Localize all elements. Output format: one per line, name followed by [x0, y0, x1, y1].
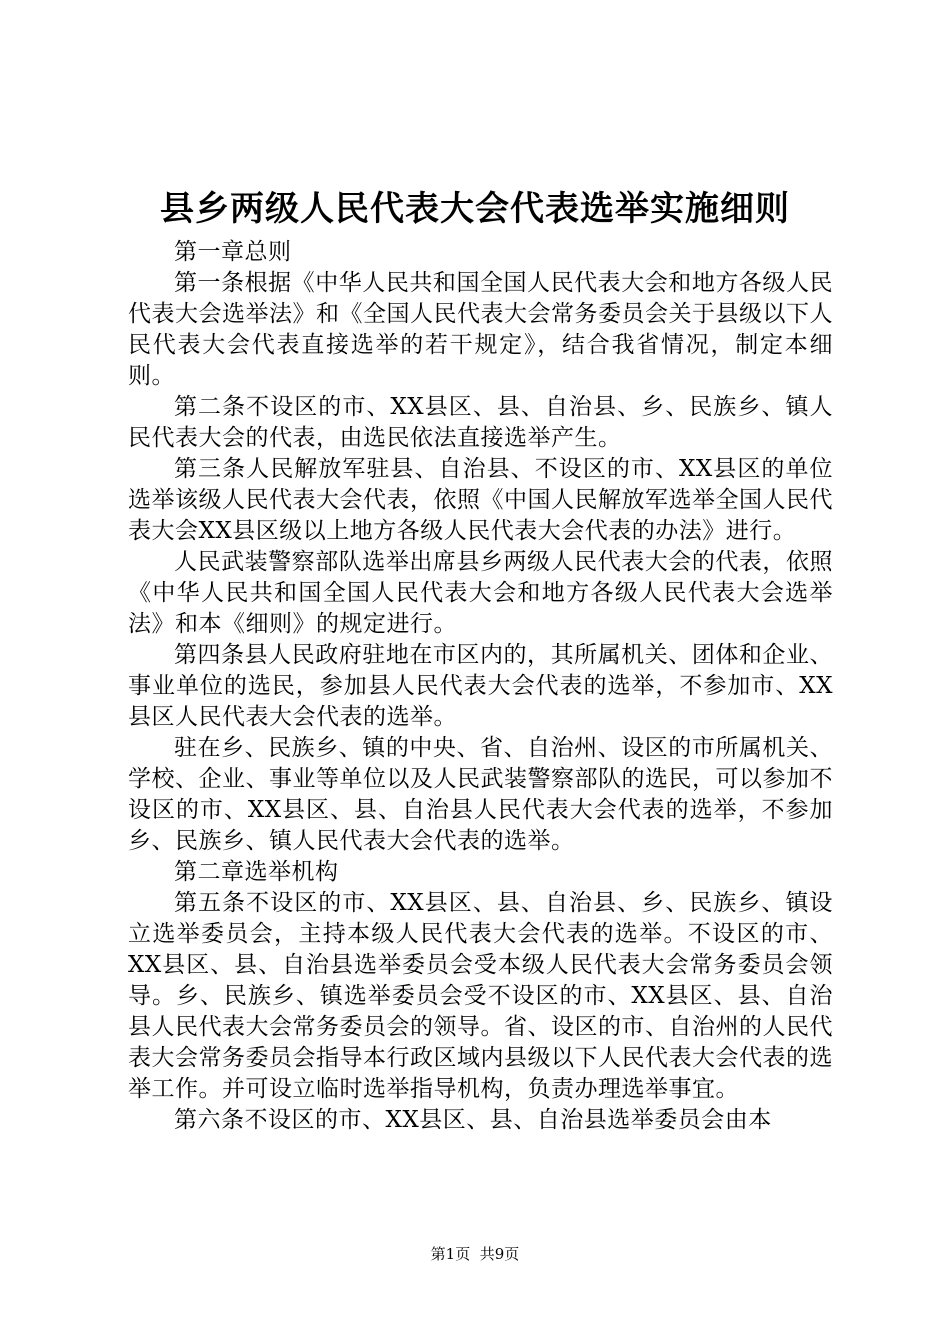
article-paragraph: 驻在乡、民族乡、镇的中央、省、自治州、设区的市所属机关、学校、企业、事业等单位以及人民武装警察部队的选民，可以参加不设区的市、XX县区、县、自治县人民代表大会代表的选举，不参加乡、民族乡、镇人民代表大会代表的选举。 [128, 735, 833, 854]
page-number: 第1页 [430, 1245, 471, 1263]
article-paragraph: 第二条不设区的市、XX县区、县、自治县、乡、民族乡、镇人民代表大会的代表，由选民依法直接选举产生。 [128, 394, 833, 451]
document-body [128, 237, 833, 1136]
article-paragraph: 第五条不设区的市、XX县区、县、自治县、乡、民族乡、镇设立选举委员会，主持本级人民代表大会代表的选举。不设区的市、XX县区、县、自治县选举委员会受本级人民代表大会常务委员会领导。乡、民族乡、镇选举委员会受不设区的市、XX县区、县、自治县人民代表大会常务委员会的领导。省、设区的市、自治州的人民代表大会常务委员会指导本行政区域内县级以下人民代表大会代表的选举工作。并可设立临时选举指导机构，负责办理选举事宜。 [128, 890, 833, 1102]
page-total: 共9页 [479, 1245, 520, 1263]
article-paragraph: 第四条县人民政府驻地在市区内的，其所属机关、团体和企业、事业单位的选民，参加县人民代表大会代表的选举，不参加市、XX县区人民代表大会代表的选举。 [128, 642, 833, 730]
article-paragraph: 第六条不设区的市、XX县区、县、自治县选举委员会由本 [174, 1107, 772, 1133]
chapter-heading: 第二章选举机构 [174, 859, 339, 885]
page-footer [0, 1244, 950, 1264]
article-paragraph: 人民武装警察部队选举出席县乡两级人民代表大会的代表，依照《中华人民共和国全国人民代表大会和地方各级人民代表大会选举法》和本《细则》的规定进行。 [128, 549, 833, 637]
article-paragraph: 第一条根据《中华人民共和国全国人民代表大会和地方各级人民代表大会选举法》和《全国人民代表大会常务委员会关于县级以下人民代表大会代表直接选举的若干规定》，结合我省情况，制定本细则。 [128, 270, 833, 389]
document-title: 县乡两级人民代表大会代表选举实施细则 [160, 189, 790, 229]
article-paragraph: 第三条人民解放军驻县、自治县、不设区的市、XX县区的单位选举该级人民代表大会代表，依照《中国人民解放军选举全国人民代表大会XX县区级以上地方各级人民代表大会代表的办法》进行。 [128, 456, 833, 544]
chapter-heading: 第一章总则 [174, 239, 292, 265]
